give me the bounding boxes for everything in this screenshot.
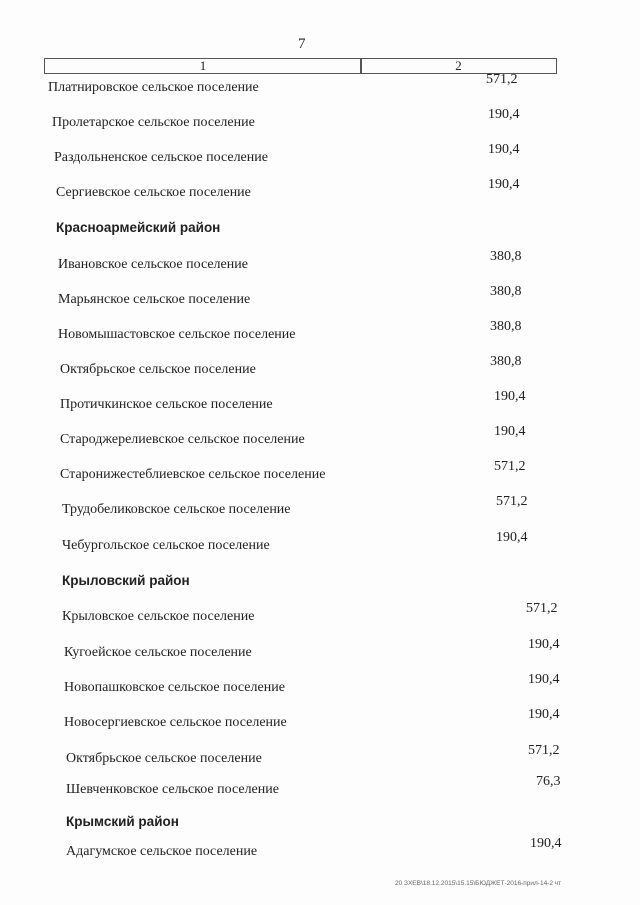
amount-value: 571,2 (528, 743, 560, 758)
amount-value: 380,8 (490, 354, 522, 369)
amount-value: 571,2 (526, 601, 558, 616)
settlement-name: Протичкинское сельское поселение (60, 397, 273, 412)
settlement-name: Крыловское сельское поселение (62, 609, 255, 624)
settlement-name: Октябрьское сельское поселение (60, 362, 256, 377)
amount-value: 190,4 (530, 836, 562, 851)
amount-value: 190,4 (488, 107, 520, 122)
settlement-name: Марьянское сельское поселение (58, 292, 251, 307)
amount-value: 190,4 (488, 177, 520, 192)
column-header-1: 1 (44, 58, 362, 74)
settlement-name: Старонижестеблиевское сельское поселение (60, 467, 326, 482)
settlement-name: Платнировское сельское поселение (48, 80, 259, 95)
settlement-name: Раздольненское сельское поселение (54, 150, 268, 165)
amount-value: 190,4 (528, 672, 560, 687)
amount-value: 76,3 (536, 774, 561, 789)
amount-value: 190,4 (528, 707, 560, 722)
settlement-name: Октябрьское сельское поселение (66, 751, 262, 766)
amount-value: 571,2 (496, 494, 528, 509)
settlement-name: Новосергиевское сельское поселение (64, 715, 287, 730)
amount-value: 380,8 (490, 284, 522, 299)
district-name: Крыловский район (62, 573, 190, 588)
column-header-2: 2 (360, 58, 557, 74)
district-name: Крымский район (66, 814, 179, 829)
amount-value: 571,2 (494, 459, 526, 474)
settlement-name: Ивановское сельское поселение (58, 257, 248, 272)
amount-value: 380,8 (490, 249, 522, 264)
settlement-name: Новопашковское сельское поселение (64, 680, 285, 695)
amount-value: 571,2 (486, 72, 518, 87)
settlement-name: Пролетарское сельское поселение (52, 115, 255, 130)
amount-value: 190,4 (496, 530, 528, 545)
settlement-name: Чебургольское сельское поселение (62, 538, 270, 553)
settlement-name: Шевченковское сельское поселение (66, 782, 279, 797)
amount-value: 190,4 (488, 142, 520, 157)
settlement-name: Новомышастовское сельское поселение (58, 327, 296, 342)
settlement-name: Адагумское сельское поселение (66, 844, 258, 859)
amount-value: 380,8 (490, 319, 522, 334)
footer-filepath: 20 ЗХЕВ\18.12.2015\15.15\БЮДЖЕТ-2016-прил-14-2 чт (395, 880, 562, 887)
amount-value: 190,4 (528, 637, 560, 652)
settlement-name: Староджерелиевское сельское поселение (60, 432, 305, 447)
amount-value: 190,4 (494, 389, 526, 404)
settlement-name: Кугоейское сельское поселение (64, 645, 252, 660)
amount-value: 190,4 (494, 424, 526, 439)
page-number: 7 (298, 36, 306, 52)
district-name: Красноармейский район (56, 220, 221, 235)
settlement-name: Сергиевское сельское поселение (56, 185, 251, 200)
settlement-name: Трудобеликовское сельское поселение (62, 502, 291, 517)
